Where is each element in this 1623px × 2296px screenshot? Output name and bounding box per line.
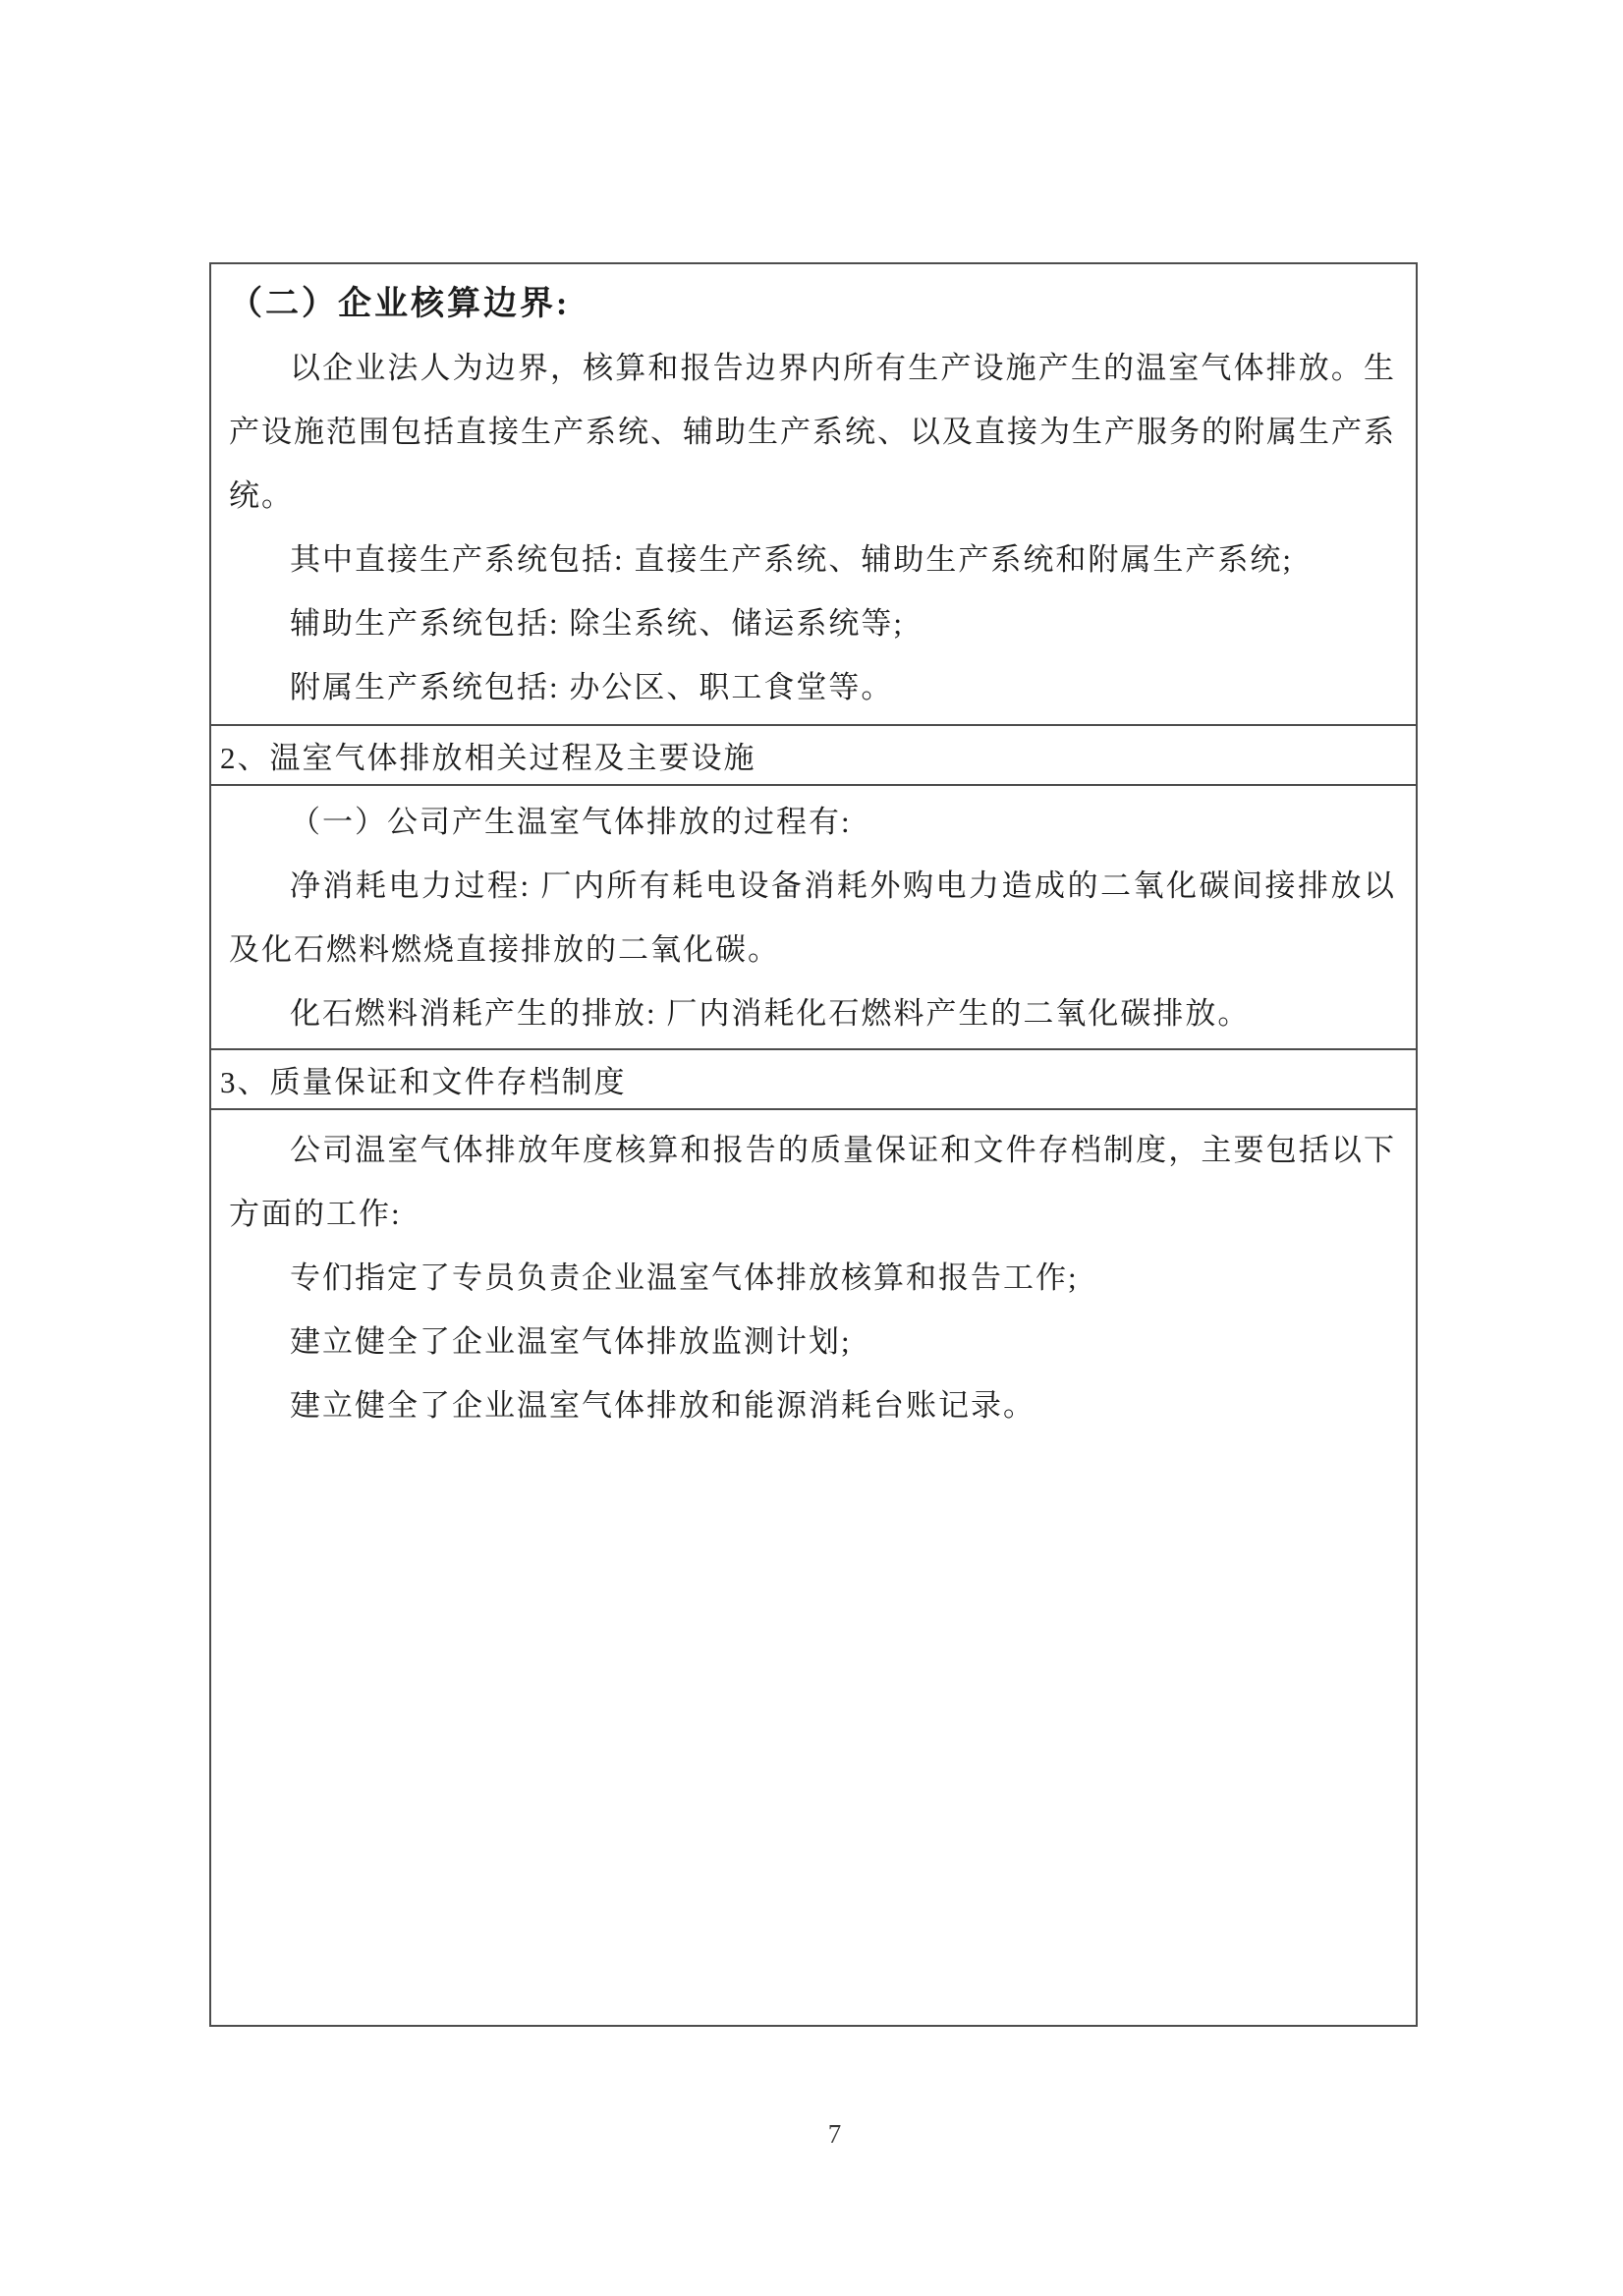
auxiliary-production-system-line: 辅助生产系统包括: 除尘系统、储运系统等; xyxy=(290,606,904,641)
row-header-quality-assurance-label: 3、质量保证和文件存档制度 xyxy=(220,1065,627,1099)
section-emission-processes xyxy=(211,786,1416,1048)
section-quality-assurance xyxy=(211,1110,1416,2025)
fossil-fuel-emission-line: 化石燃料消耗产生的排放: 厂内消耗化石燃料产生的二氧化碳排放。 xyxy=(290,996,1251,1031)
row-header-quality-assurance xyxy=(211,1048,1416,1110)
accounting-boundary-heading: （二）企业核算边界: xyxy=(229,286,571,322)
boundary-description-paragraph: 以企业法人为边界，核算和报告边界内所有生产设施产生的温室气体排放。生产设施范围包括直接生产系统、辅助生产系统、以及直接为生产服务的附属生产系统。 xyxy=(229,351,1396,513)
attached-production-system-line: 附属生产系统包括: 办公区、职工食堂等。 xyxy=(290,670,894,704)
ledger-records-line: 建立健全了企业温室气体排放和能源消耗台账记录。 xyxy=(290,1388,1035,1423)
emission-processes-intro-line: （一）公司产生温室气体排放的过程有: xyxy=(290,805,852,839)
designated-personnel-line: 专们指定了专员负责企业温室气体排放核算和报告工作; xyxy=(290,1260,1079,1295)
quality-assurance-intro-paragraph: 公司温室气体排放年度核算和报告的质量保证和文件存档制度，主要包括以下方面的工作: xyxy=(229,1133,1396,1231)
net-electricity-consumption-paragraph: 净消耗电力过程: 厂内所有耗电设备消耗外购电力造成的二氧化碳间接排放以及化石燃料燃烧直接排放的二氧化碳。 xyxy=(229,868,1396,967)
report-table xyxy=(209,262,1418,2027)
direct-production-system-line: 其中直接生产系统包括: 直接生产系统、辅助生产系统和附属生产系统; xyxy=(290,542,1293,577)
section-accounting-boundary xyxy=(211,264,1416,724)
page-number: 7 xyxy=(827,2119,843,2149)
monitoring-plan-line: 建立健全了企业温室气体排放监测计划; xyxy=(290,1324,852,1359)
row-header-emission-processes xyxy=(211,724,1416,786)
row-header-emission-processes-label: 2、温室气体排放相关过程及主要设施 xyxy=(220,741,756,775)
